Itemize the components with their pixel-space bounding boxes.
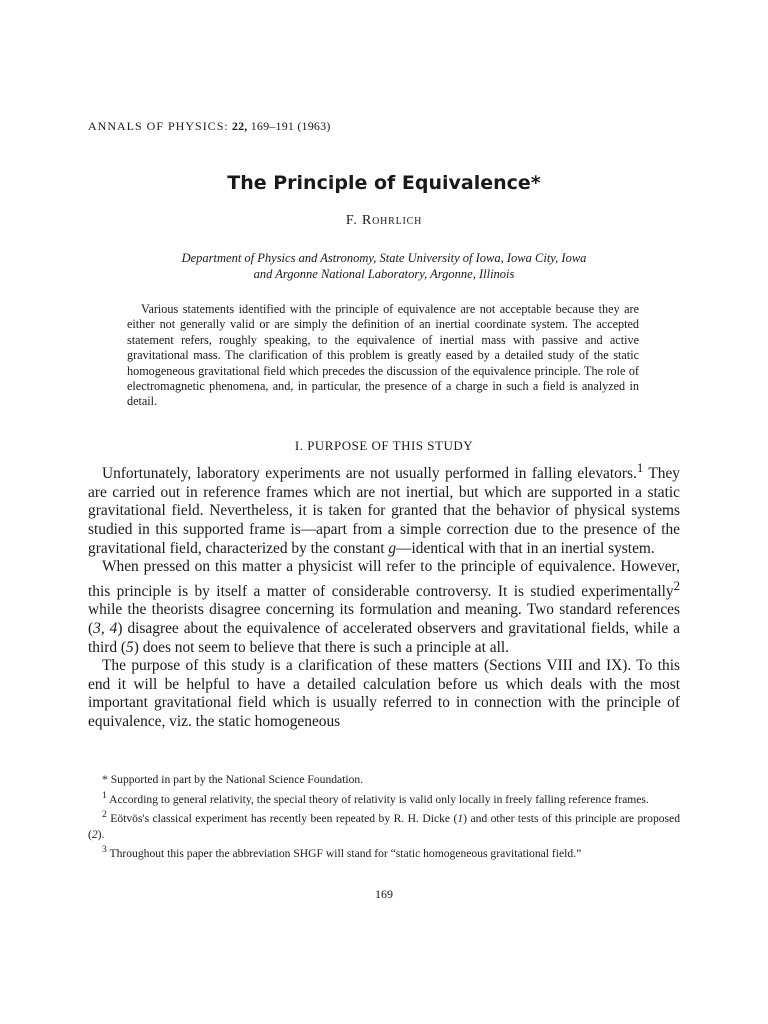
reference-link: 3, 4 xyxy=(93,620,118,637)
page-number: 169 xyxy=(375,887,393,901)
affiliation xyxy=(110,250,658,282)
footnotes xyxy=(88,772,680,862)
journal-pages-year: 169–191 (1963) xyxy=(250,119,331,133)
footnote: $^3$ Throughout this paper the abbreviation SHGF will stand for “static homogeneous gravitational field.” xyxy=(102,844,582,860)
journal-citation xyxy=(88,119,331,134)
abstract: Various statements identified with the principle of equivalence are not acceptable because they are either not generally valid or are simply the definition of an inertial coordinate system. The accepted statement refers, roughly speaking, to the equivalence of inertial mass with passive and active gravitational mass. The clarification of this problem is greatly eased by a detailed study of the static homogeneous gravitational field which precedes the discussion of the equivalence principle. The role of electromagnetic phenomena, and, in particular, the presence of a charge in such a field is analyzed in detail. xyxy=(127,302,639,409)
math-symbol: g xyxy=(388,539,397,557)
footnote: $^1$ According to general relativity, the special theory of relativity is valid only locally in freely falling reference frames. xyxy=(102,789,649,806)
section-heading: I. PURPOSE OF THIS STUDY xyxy=(294,438,474,453)
paragraph: The purpose of this study is a clarification of these matters (Sections VIII and IX). To this end it will be helpful to have a detailed calculation before us which deals with the most important gravitational field which is usually referred to in connection with the principle of equivalence, viz. the static homogeneous xyxy=(88,657,680,730)
journal-name: ANNALS OF PHYSICS: xyxy=(88,119,229,133)
reference-link: 5 xyxy=(126,638,134,656)
affiliation-line: Department of Physics and Astronomy, State University of Iowa, Iowa City, Iowa xyxy=(181,251,587,265)
paragraph: When pressed on this matter a physicist will refer to the principle of equivalence. However, this principle is by itself a matter of considerable controversy. It is studied experimentally$^2$ while the theorists disagree concerning its formulation and meaning. Two standard references (3, 4) disagree about the equivalence of accelerated observers and gravitational fields, while a third (5) does not seem to believe that there is such a principle at all. xyxy=(88,558,680,656)
author-name: F. Rohrlich xyxy=(345,213,423,228)
affiliation-line: and Argonne National Laboratory, Argonne, Illinois xyxy=(253,267,515,281)
body-text xyxy=(88,459,680,732)
paper-title: The Principle of Equivalence* xyxy=(227,172,541,194)
paragraph: Unfortunately, laboratory experiments are not usually performed in falling elevators.$^1$ They are carried out in reference frames which are not inertial, but which are supported in a static gravitational field. Nevertheless, it is taken for granted that the behavior of physical systems studied in this supported frame is—apart from a simple correction due to the presence of the gravitational field, characterized by the constant g—identical with that in an inertial system. xyxy=(88,461,680,557)
footnote: * Supported in part by the National Science Foundation. xyxy=(102,773,364,786)
footnote-marker: 1 xyxy=(636,461,644,475)
journal-volume: 22, xyxy=(231,119,248,133)
footnote-marker: 2 xyxy=(673,578,680,593)
footnote: $^2$ Eötvös's classical experiment has recently been repeated by R. H. Dicke (1) and other tests of this principle are proposed (2). xyxy=(88,809,680,841)
